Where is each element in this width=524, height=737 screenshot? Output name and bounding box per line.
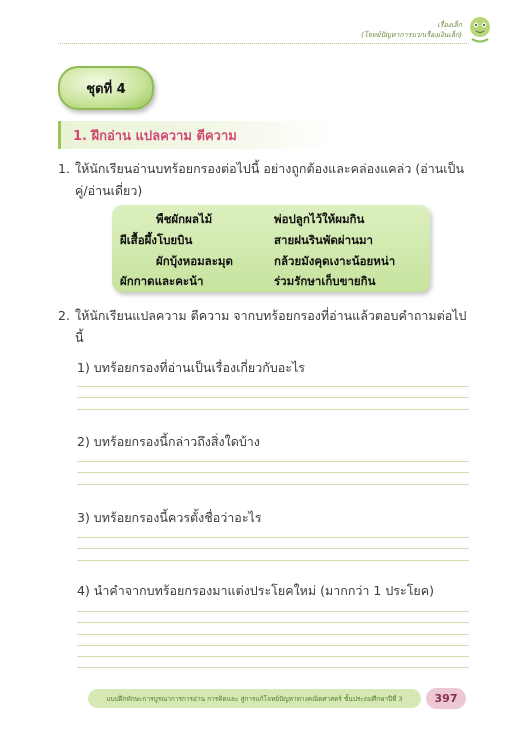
answer-line[interactable] bbox=[77, 472, 469, 473]
answer-line[interactable] bbox=[77, 537, 469, 538]
poem-line: ผีเสื้อผึ้งโบยบิน bbox=[120, 233, 193, 247]
answer-line[interactable] bbox=[77, 386, 469, 387]
footer-book-title: แบบฝึกทักษะการบูรณาการการอ่าน การคิดและ สู่การแก้โจทย์ปัญหาทางคณิตศาสตร์ ชั้นประถมศึกษาปีที่ 3 bbox=[88, 689, 421, 708]
running-header-title: เรื่องเล็ก bbox=[437, 21, 462, 29]
header-divider bbox=[58, 43, 469, 44]
answer-line[interactable] bbox=[77, 611, 469, 612]
poem-line: พืชผักผลไม้ bbox=[156, 212, 213, 226]
set-badge: ชุดที่ 4 bbox=[58, 66, 154, 110]
answer-line[interactable] bbox=[77, 645, 469, 646]
question-1-text: ให้นักเรียนอ่านบทร้อยกรองต่อไปนี้ อย่างถูกต้องและคล่องแคล่ว (อ่านเป็นคู่/อ่านเดี่ยว) bbox=[75, 161, 465, 198]
poem-line: ผักกาดและคะน้า bbox=[120, 274, 204, 288]
answer-line[interactable] bbox=[77, 461, 469, 462]
answer-line[interactable] bbox=[77, 656, 469, 657]
sub-question-4: 4) นำคำจากบทร้อยกรองมาแต่งประโยคใหม่ (มากกว่า 1 ประโยค) bbox=[77, 583, 434, 598]
poem-box bbox=[112, 205, 430, 292]
answer-line[interactable] bbox=[77, 634, 469, 635]
answer-line[interactable] bbox=[77, 622, 469, 623]
answer-line[interactable] bbox=[77, 667, 469, 668]
question-1-number: 1. bbox=[58, 161, 70, 176]
poem-line: กล้วยมังคุดเงาะน้อยหน่า bbox=[274, 254, 396, 268]
running-header-subtitle: (โจทย์ปัญหาการบวกเรื่องเงินเล็ก) bbox=[361, 31, 462, 39]
question-2-number: 2. bbox=[58, 308, 70, 323]
poem-line: พ่อปลูกไว้ให้ผมกิน bbox=[274, 212, 365, 226]
question-2 bbox=[58, 305, 473, 349]
running-header bbox=[361, 20, 462, 40]
question-1 bbox=[58, 158, 473, 202]
poem-line: ผักบุ้งหอมละมุด bbox=[156, 254, 233, 268]
poem-line: สายฝนรินพัดผ่านมา bbox=[274, 233, 373, 247]
sub-question-3: 3) บทร้อยกรองนี้ควรตั้งชื่อว่าอะไร bbox=[77, 510, 262, 525]
mascot-icon bbox=[466, 14, 494, 44]
poem-line: ร่วมรักษาเก็บขายกิน bbox=[274, 274, 376, 288]
answer-line[interactable] bbox=[77, 560, 469, 561]
sub-question-1: 1) บทร้อยกรองที่อ่านเป็นเรื่องเกี่ยวกับอะไร bbox=[77, 360, 305, 375]
answer-line[interactable] bbox=[77, 548, 469, 549]
answer-line[interactable] bbox=[77, 409, 469, 410]
answer-line[interactable] bbox=[77, 397, 469, 398]
question-2-text: ให้นักเรียนแปลความ ตีความ จากบทร้อยกรองที่อ่านแล้วตอบคำถามต่อไปนี้ bbox=[75, 308, 467, 345]
answer-line[interactable] bbox=[77, 484, 469, 485]
page-number: 397 bbox=[426, 688, 466, 709]
section-title: 1. ฝึกอ่าน แปลความ ตีความ bbox=[58, 121, 333, 149]
sub-question-2: 2) บทร้อยกรองนี้กล่าวถึงสิ่งใดบ้าง bbox=[77, 434, 260, 449]
